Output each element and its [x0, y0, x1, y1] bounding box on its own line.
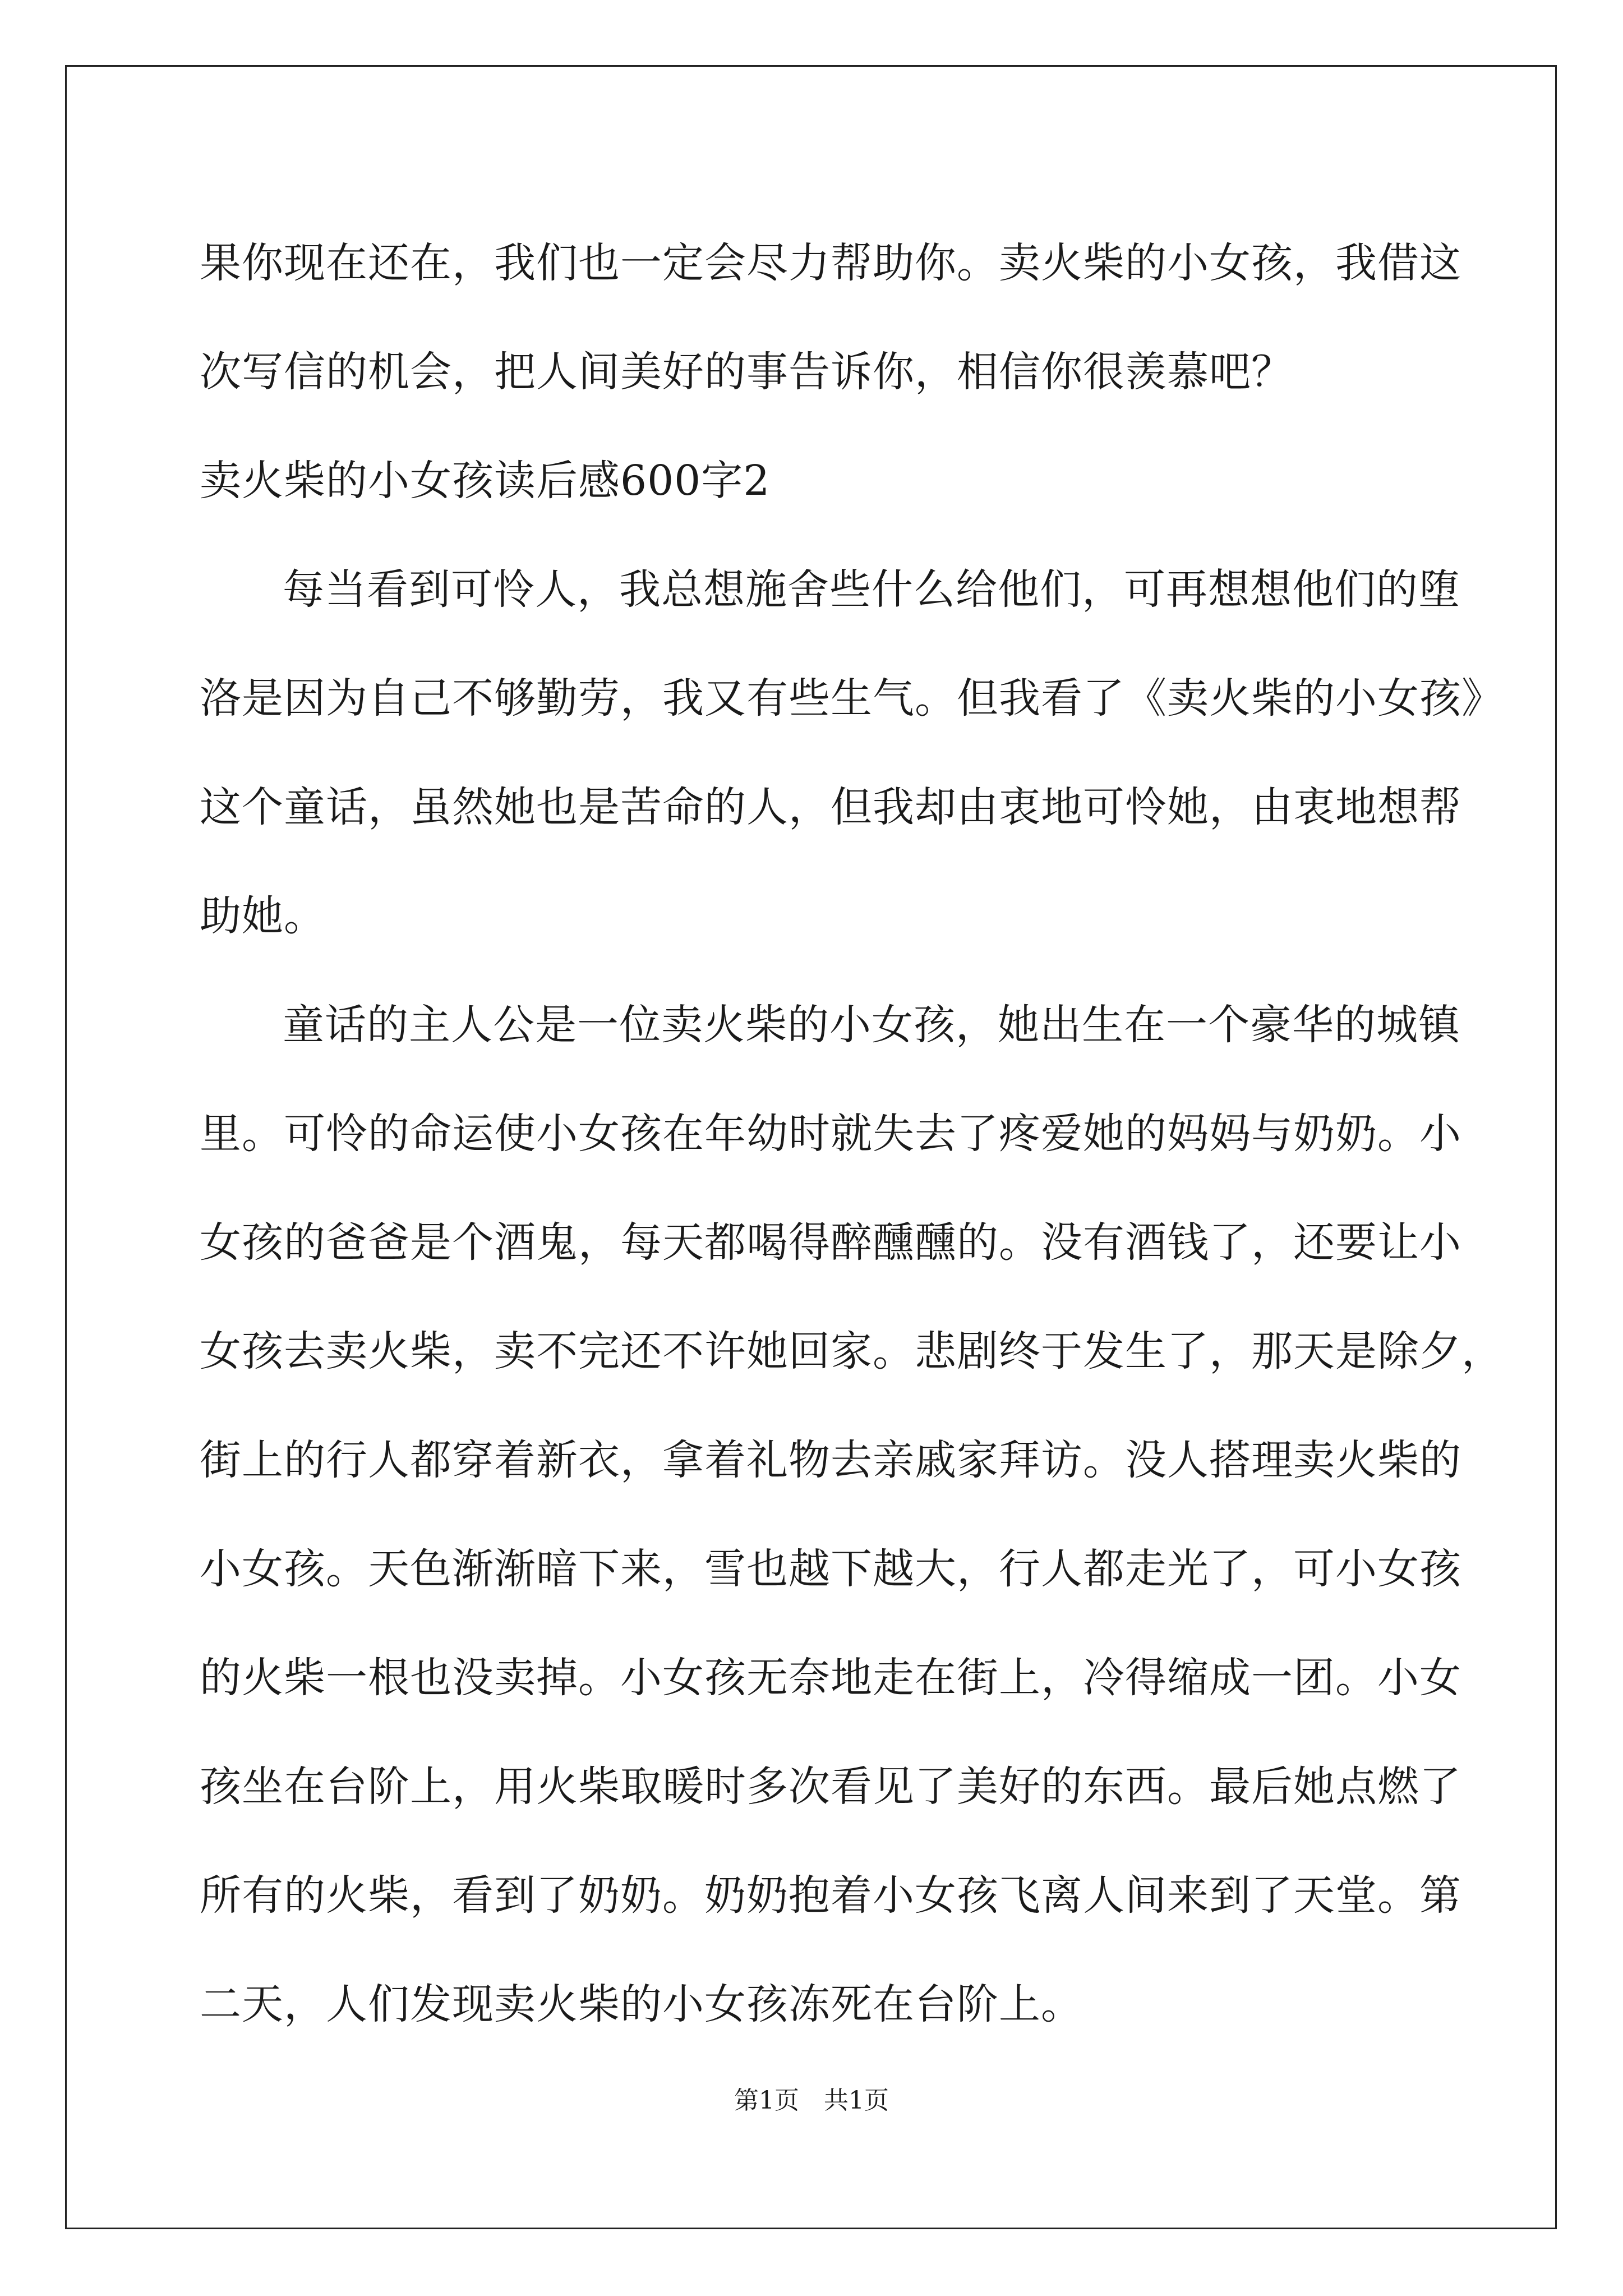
text-line: 小女孩。天色渐渐暗下来，雪也越下越大，行人都走光了，可小女孩: [200, 1545, 1461, 1593]
text-line: 果你现在还在，我们也一定会尽力帮助你。卖火柴的小女孩，我借这: [200, 239, 1461, 287]
text-line: 这个童话，虽然她也是苦命的人，但我却由衷地可怜她，由衷地想帮: [200, 783, 1461, 831]
text-line: 孩坐在台阶上，用火柴取暖时多次看见了美好的东西。最后她点燃了: [200, 1763, 1461, 1811]
text-line: 二天，人们发现卖火柴的小女孩冻死在台阶上。: [200, 1980, 1083, 2028]
text-line: 次写信的机会，把人间美好的事告诉你，相信你很羡慕吧？: [200, 348, 1293, 396]
text-line: 所有的火柴，看到了奶奶。奶奶抱着小女孩飞离人间来到了天堂。第: [200, 1871, 1461, 1920]
text-line: 的火柴一根也没卖掉。小女孩无奈地走在街上，冷得缩成一团。小女: [200, 1654, 1461, 1702]
text-line: 洛是因为自己不够勤劳，我又有些生气。但我看了《卖火柴的小女孩》: [200, 674, 1504, 723]
text-line: 助她。: [200, 892, 326, 940]
document-body: [200, 209, 1504, 2059]
text-line: 女孩的爸爸是个酒鬼，每天都喝得醉醺醺的。没有酒钱了，还要让小: [200, 1218, 1461, 1267]
text-line: 女孩去卖火柴，卖不完还不许她回家。悲剧终于发生了，那天是除夕，: [200, 1327, 1504, 1375]
text-line: 街上的行人都穿着新衣，拿着礼物去亲戚家拜访。没人搭理卖火柴的: [200, 1436, 1461, 1484]
section-heading: 卖火柴的小女孩读后感600字2: [200, 457, 771, 505]
page-number-footer: 第1页 共1页: [734, 2086, 889, 2115]
text-line: 里。可怜的命运使小女孩在年幼时就失去了疼爱她的妈妈与奶奶。小: [200, 1110, 1461, 1158]
paragraph-first-line: 每当看到可怜人，我总想施舍些什么给他们，可再想想他们的堕: [283, 565, 1460, 614]
paragraph-first-line: 童话的主人公是一位卖火柴的小女孩，她出生在一个豪华的城镇: [283, 1001, 1460, 1049]
